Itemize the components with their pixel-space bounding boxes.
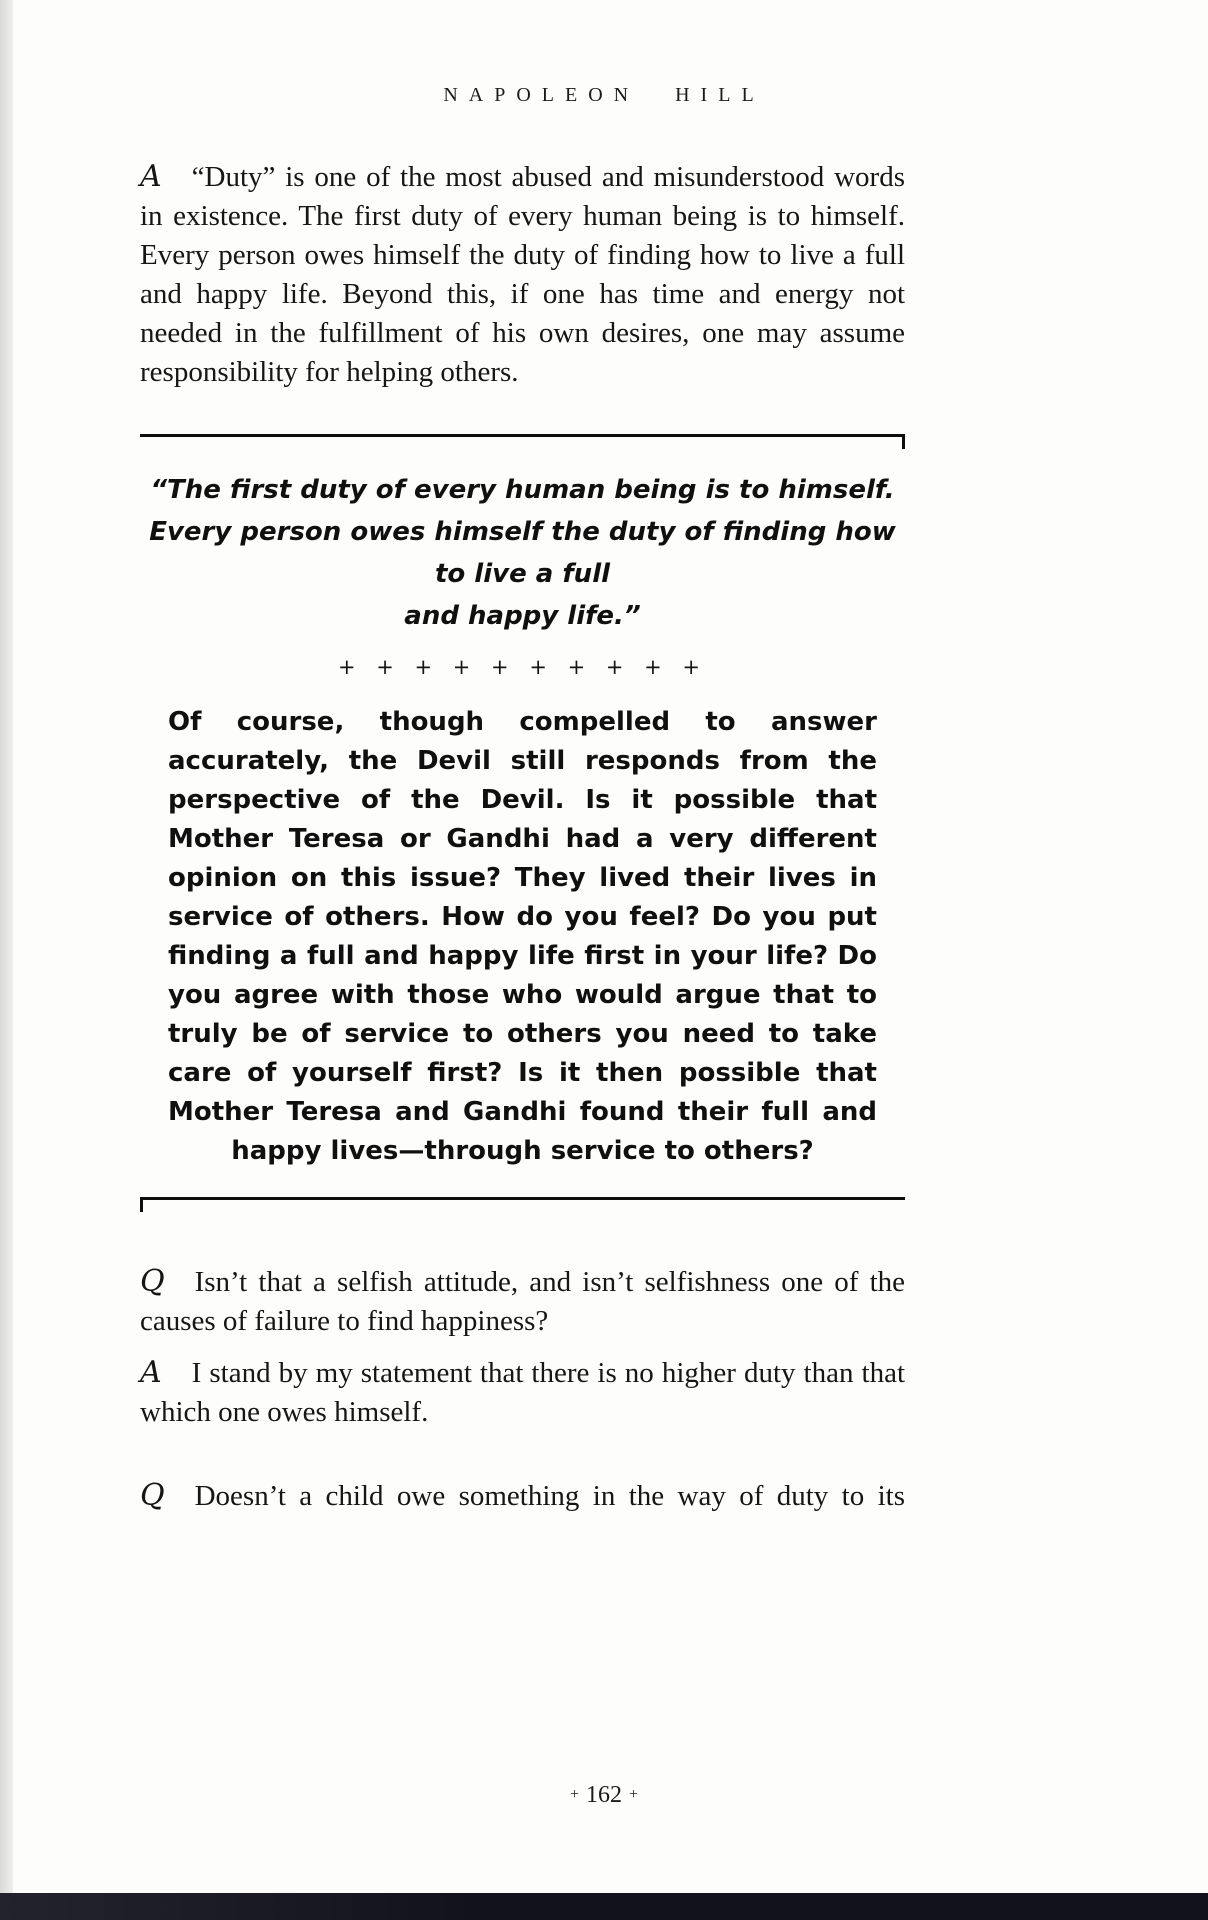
- commentary-text: Of course, though compelled to answer accurately, the Devil still responds from the perspective of the Devil. Is it possible that Mother Teresa or Gandhi had a very different opinion on this issue? They lived their lives in service of others. How do you feel? Do you put finding a full and happy life first in your life? Do you agree with those who would argue that to truly be of service to others you need to take care of yourself first? Is it then possible that Mother Teresa and Gandhi found their full and happy lives—through service to others?: [168, 707, 877, 1166]
- answer-text: “Duty” is one of the most abused and misunderstood words in existence. The first duty of every human being is to himself. Every person owes himself the duty of finding how to live a full and happy life. Beyond this, if one has time and energy not needed in the fulfillment of his own desires, one may assume responsibility for helping others.: [140, 161, 905, 388]
- answer-text: I stand by my statement that there is no higher duty than that which one owes himself.: [140, 1357, 905, 1428]
- pull-quote-line-1: “The first duty of every human being is to himself.: [150, 475, 895, 505]
- annotation-box: [140, 434, 905, 1200]
- question-label: Q: [140, 1264, 165, 1299]
- page-bottom-scan-edge: [0, 1893, 1208, 1920]
- running-header: NAPOLEON HILL: [443, 84, 765, 106]
- pull-quote-line-2: Every person owes himself the duty of finding how to live a full: [149, 517, 896, 589]
- box-bottom-rule: [140, 1197, 905, 1200]
- pull-quote: [140, 469, 905, 637]
- page-content: [140, 157, 905, 1516]
- pull-quote-line-3: and happy life.”: [404, 601, 641, 631]
- answer-label: A: [140, 159, 162, 194]
- answer-paragraph-1: [140, 157, 905, 392]
- folio-number: 162: [586, 1782, 622, 1808]
- page-left-scan-edge: [0, 0, 13, 1920]
- page-number: [0, 1782, 1208, 1809]
- folio-right-mark: +: [629, 1786, 639, 1803]
- answer-label: A: [140, 1355, 162, 1390]
- question-label: Q: [140, 1478, 165, 1513]
- question-paragraph-1: [140, 1262, 905, 1341]
- question-paragraph-2: [140, 1476, 905, 1516]
- question-text: Isn’t that a selfish attitude, and isn’t selfishness one of the causes of failure to find happiness?: [140, 1266, 905, 1337]
- box-top-rule: [140, 434, 905, 437]
- plus-separator: + + + + + + + + + +: [337, 655, 708, 679]
- answer-paragraph-2: [140, 1353, 905, 1432]
- question-text: Doesn’t a child owe something in the way of duty to its: [194, 1480, 905, 1512]
- folio-left-mark: +: [569, 1786, 579, 1803]
